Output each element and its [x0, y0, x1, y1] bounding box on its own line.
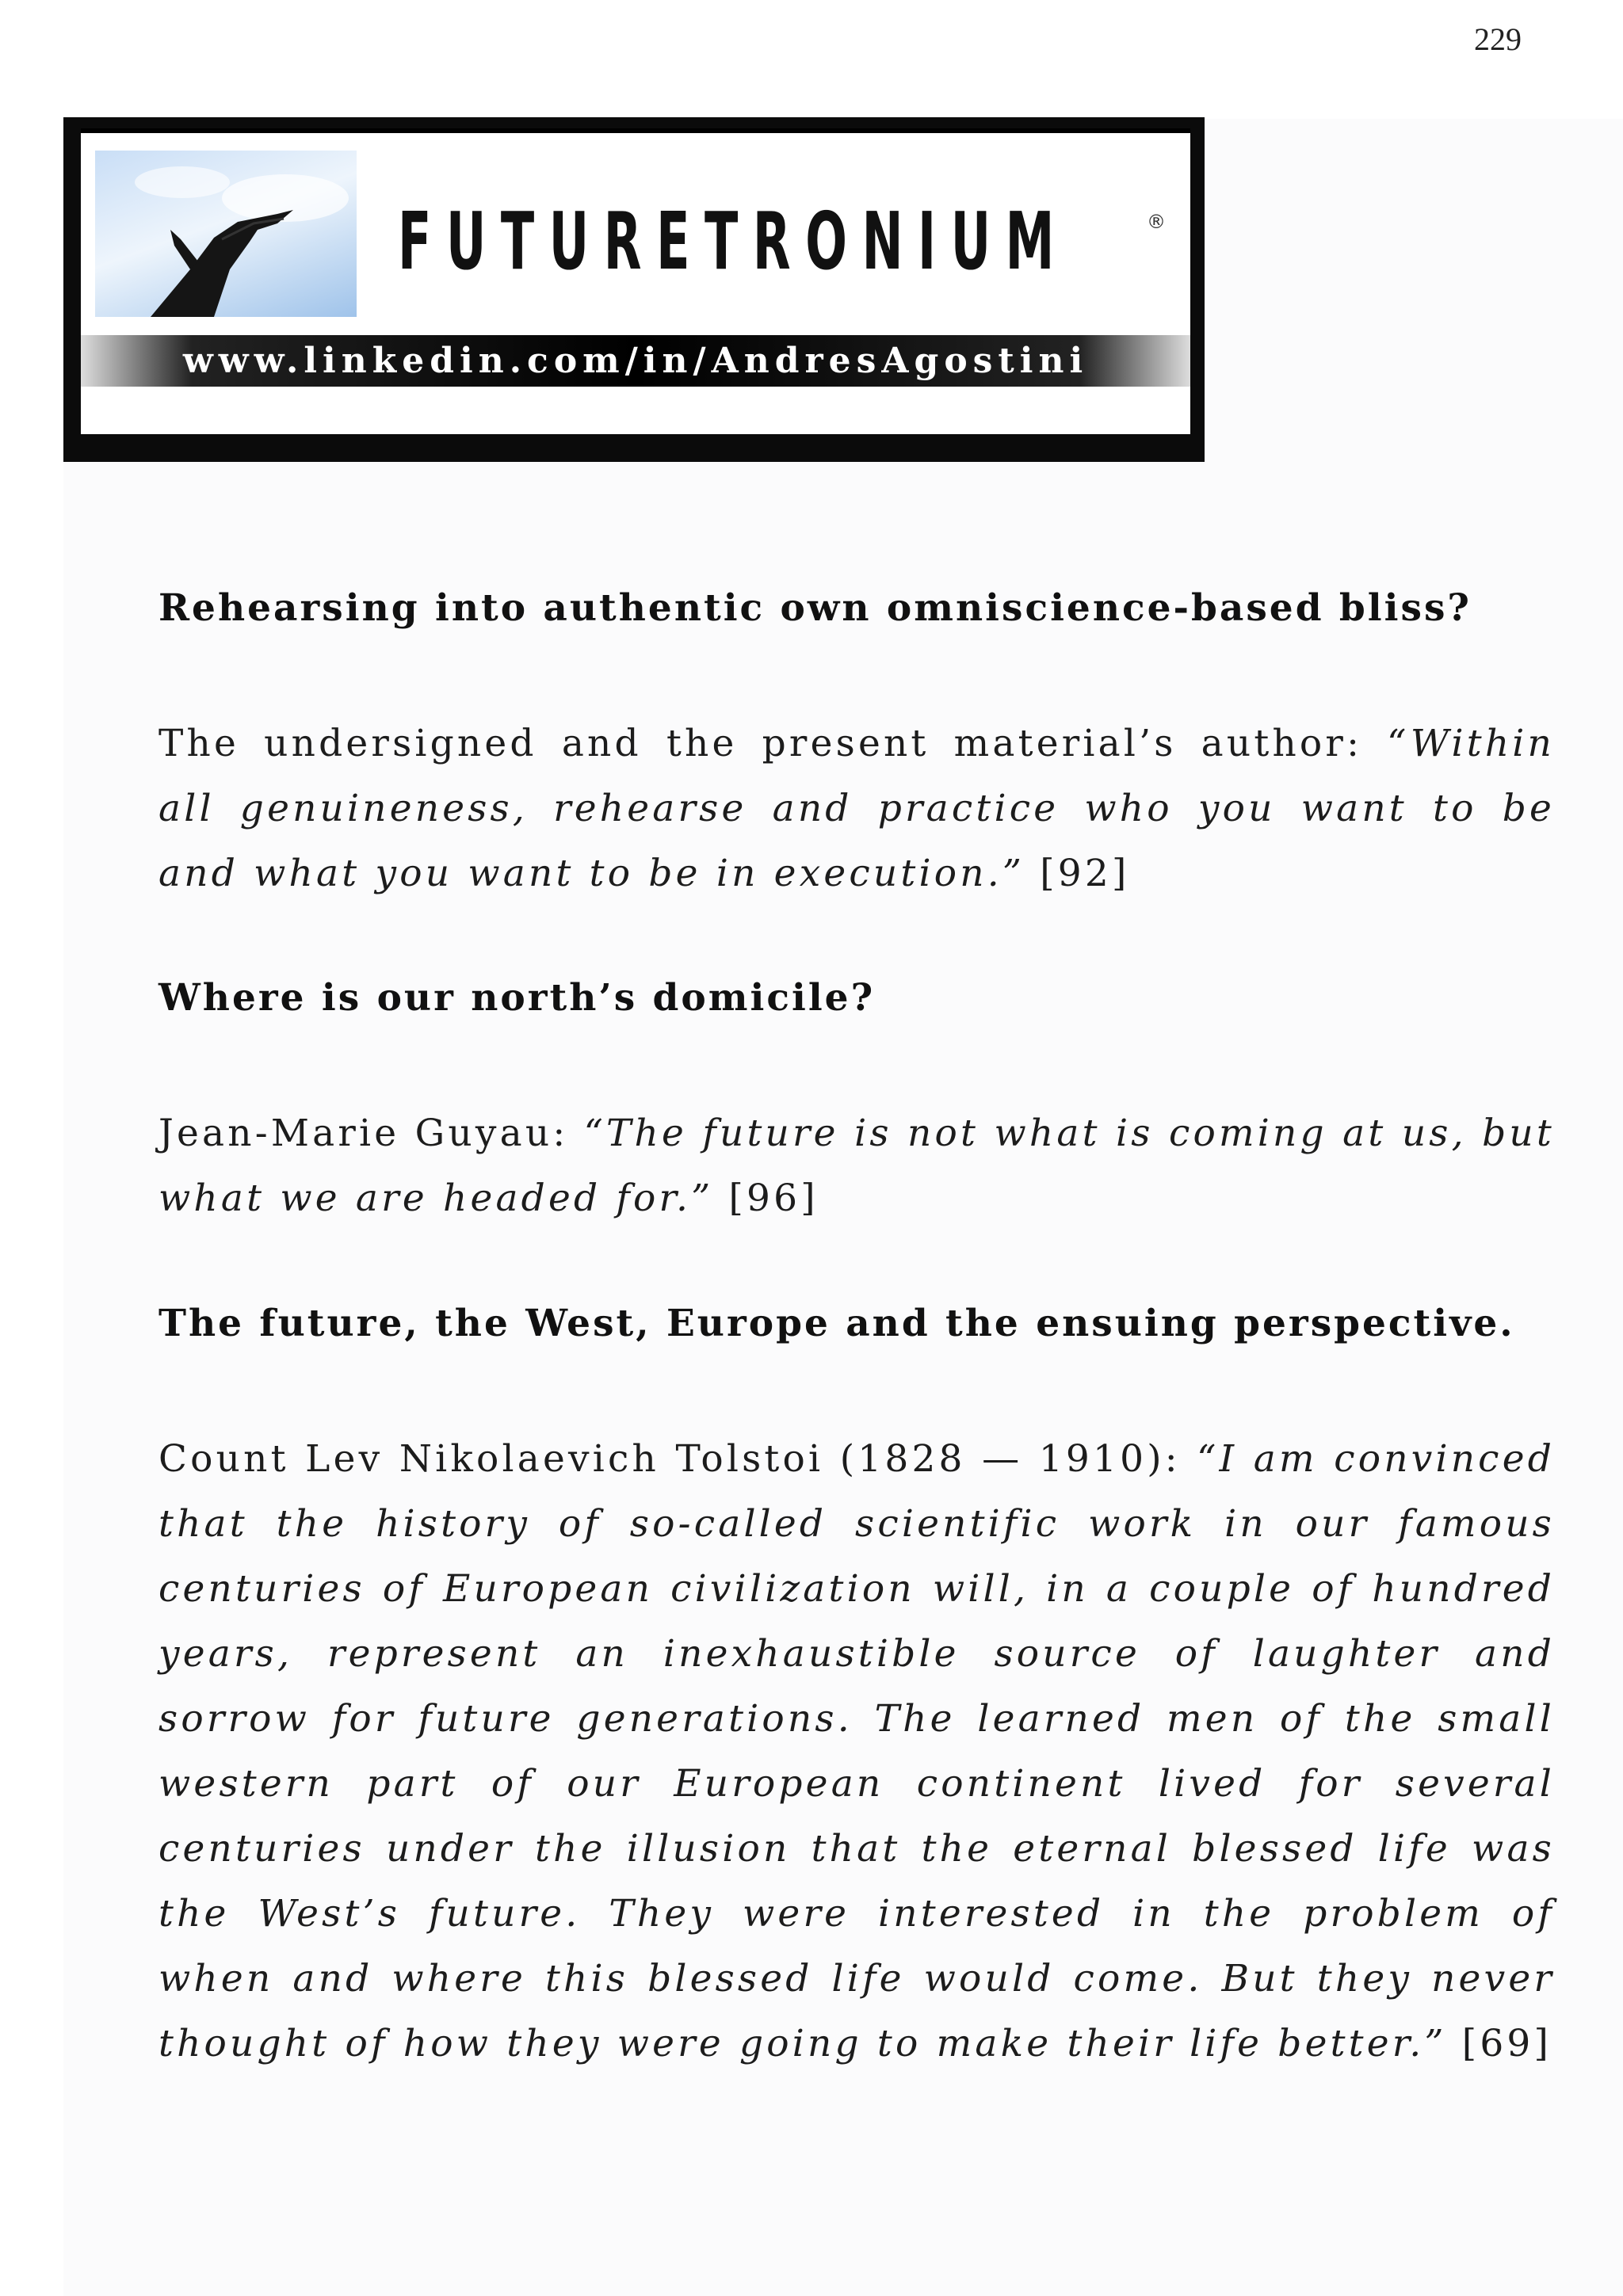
book-subtitle: FUTURETRONIUM, THE BOOK [292, 391, 976, 423]
quote-paragraph [158, 1101, 1555, 1231]
banner-white-panel [81, 128, 1190, 434]
quote-paragraph [158, 1427, 1555, 2077]
section-heading: Where is our north’s domicile? [158, 976, 876, 1020]
page-number: 229 [1474, 21, 1522, 57]
registered-mark: ® [1147, 211, 1166, 233]
reaching-hand-image [95, 151, 357, 317]
futuretronium-banner [63, 117, 1205, 462]
reference-marker: [96] [713, 1177, 819, 1220]
section-heading: Rehearsing into authentic own omniscience-based bliss? [158, 586, 1472, 630]
quote-author: Count Lev Nikolaevich Tolstoi (1828 — 1910): [158, 1437, 1197, 1481]
section-heading: The future, the West, Europe and the ensuing perspective. [158, 1302, 1515, 1345]
quote-paragraph [158, 711, 1555, 906]
quote-text: “The future is not what is coming at us, but what we are headed for.” [158, 1112, 1555, 1220]
quote-text: “Within all genuineness, rehearse and practice who you want to be and what you want to be in execution.” [158, 722, 1555, 895]
brand-title: FUTURETRONIUM [398, 195, 1069, 288]
reference-marker: [92] [1025, 852, 1130, 895]
quote-author: The undersigned and the present material’s author: [158, 722, 1388, 765]
quote-text: “I am convinced that the history of so-called scientific work in our famous centuries of European civilization will, in a couple of hundred years, represent an inexhaustible source of laughter and sorrow for future generations. The learned men of the small western part of our European continent lived for several centuries under the illusion that the eternal blessed life was the West’s future. They were interested in the problem of when and where this blessed life would come. But they never thought of how they were going to make their life better.” [158, 1437, 1556, 2065]
quote-author: Jean-Marie Guyau: [158, 1112, 584, 1155]
reference-marker: [69] [1446, 2022, 1552, 2065]
hand-silhouette-icon [95, 151, 357, 317]
linkedin-url: www.linkedin.com/in/AndresAgostini [81, 335, 1190, 387]
